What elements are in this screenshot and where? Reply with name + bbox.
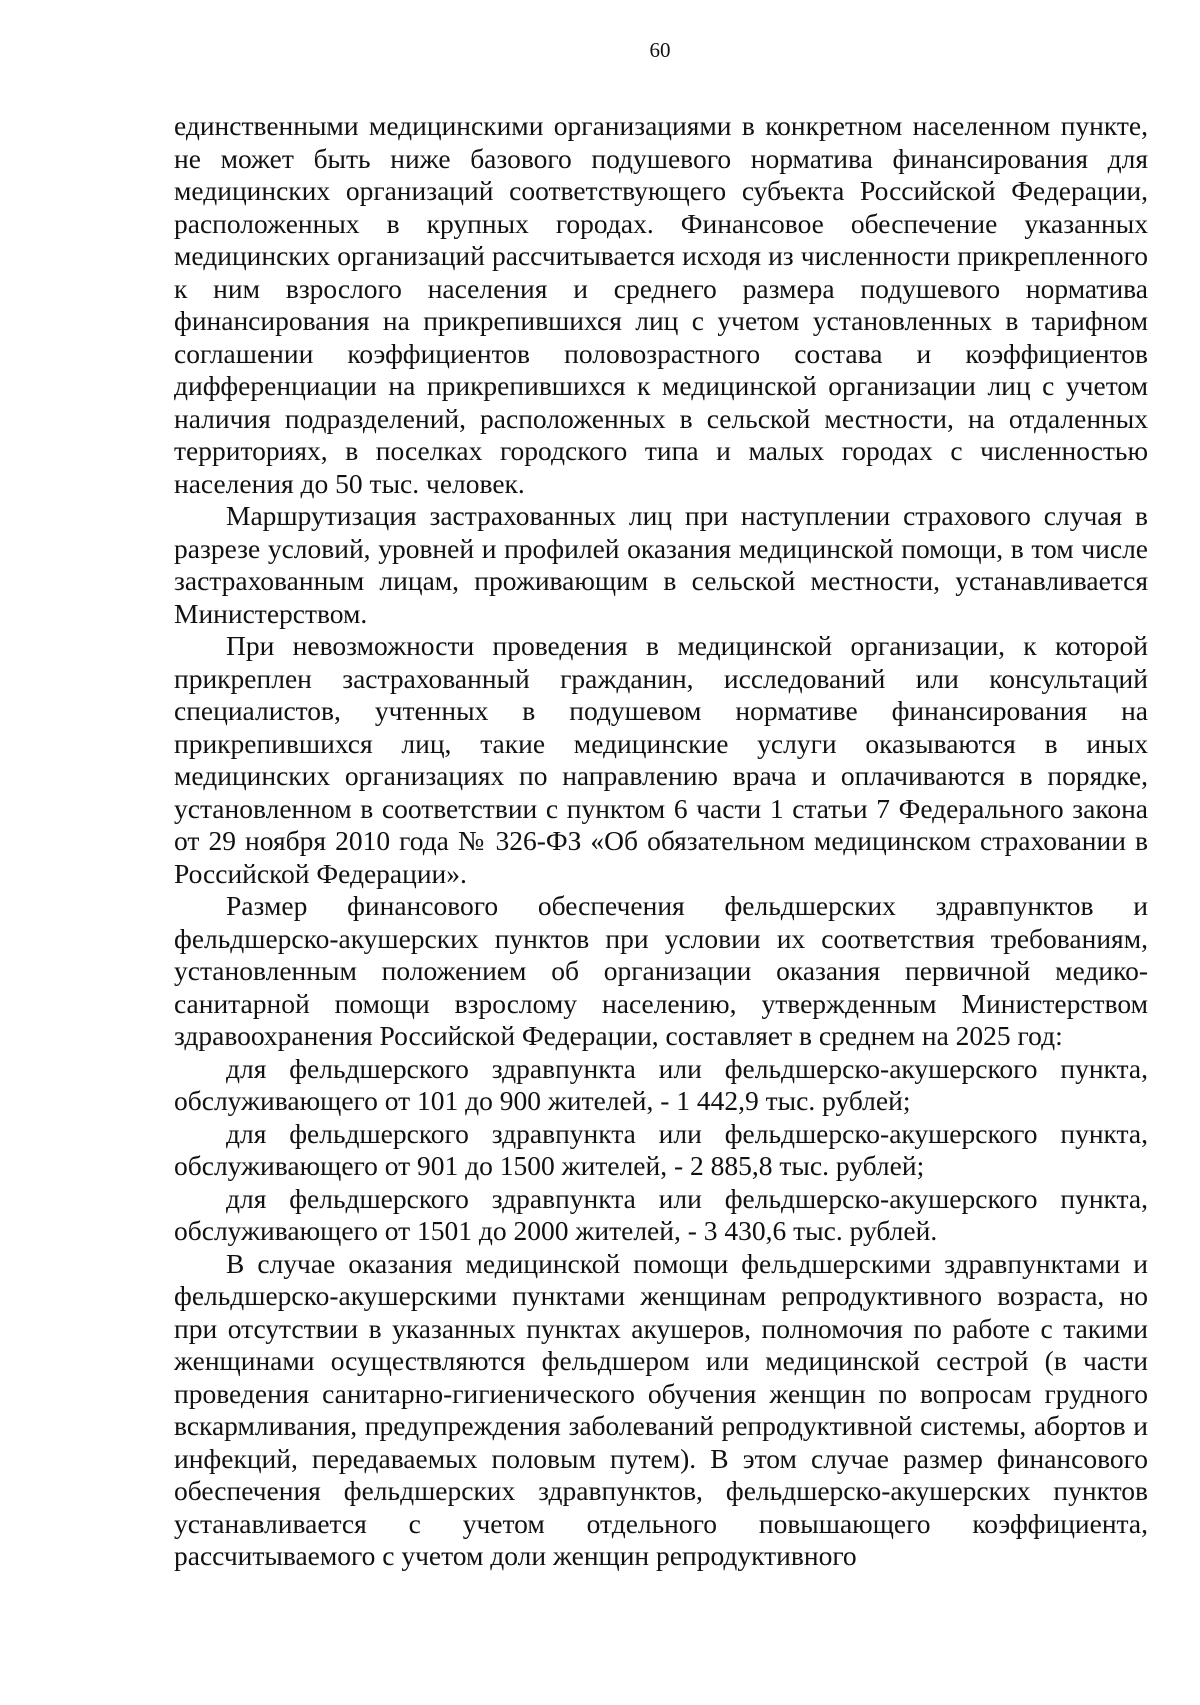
paragraph: При невозможности проведения в медицинской организации, к которой прикреплен застрахованный гражданин, исследований или консультаций специалистов, учтенных в подушевом нормативе финансирования на прикрепившихся лиц, такие медицинские услуги оказываются в иных медицинских организациях по направлению врача и оплачиваются в порядке, установленном в соответствии с пунктом 6 части 1 статьи 7 Федерального закона от 29 ноября 2010 года № 326-ФЗ «Об обязательном медицинском страховании в Российской Федерации».: [174, 630, 1148, 889]
document-body: [174, 110, 1148, 1573]
paragraph: Размер финансового обеспечения фельдшерских здравпунктов и фельдшерско-акушерских пунктов при условии их соответствия требованиям, установленным положением об организации оказания первичной медико-санитарной помощи взрослому населению, утвержденным Министерством здравоохранения Российской Федерации, составляет в среднем на 2025 год:: [174, 890, 1148, 1051]
paragraph: В случае оказания медицинской помощи фельдшерскими здравпунктами и фельдшерско-акушерскими пунктами женщинам репродуктивного возраста, но при отсутствии в указанных пунктах акушеров, полномочия по работе с такими женщинами осуществляются фельдшером или медицинской сестрой (в части проведения санитарно-гигиенического обучения женщин по вопросам грудного вскармливания, предупреждения заболеваний репродуктивной системы, абортов и инфекций, передаваемых половым путем). В этом случае размер финансового обеспечения фельдшерских здравпунктов, фельдшерско-акушерских пунктов устанавливается с учетом отдельного повышающего коэффициента, рассчитываемого с учетом доли женщин репродуктивного: [174, 1247, 1148, 1571]
list-item: для фельдшерского здравпункта или фельдшерско-акушерского пункта, обслуживающего от 1501 до 2000 жителей, - 3 430,6 тыс. рублей.: [174, 1182, 1148, 1246]
paragraph: единственными медицинскими организациями в конкретном населенном пункте, не может быть ниже базового подушевого норматива финансирования для медицинских организаций соответствующего субъекта Российской Федерации, расположенных в крупных городах. Финансовое обеспечение указанных медицинских организаций рассчитывается исходя из численности прикрепленного к ним взрослого населения и среднего размера подушевого норматива финансирования на прикрепившихся лиц с учетом установленных в тарифном соглашении коэффициентов половозрастного состава и коэффициентов дифференциации на прикрепившихся к медицинской организации лиц с учетом наличия подразделений, расположенных в сельской местности, на отдаленных территориях, в поселках городского типа и малых городах с численностью населения до 50 тыс. человек.: [174, 110, 1148, 499]
paragraph: Маршрутизация застрахованных лиц при наступлении страхового случая в разрезе условий, уровней и профилей оказания медицинской помощи, в том числе застрахованным лицам, проживающим в сельской местности, устанавливается Министерством.: [174, 500, 1148, 629]
page-number: 60: [649, 38, 671, 62]
list-item: для фельдшерского здравпункта или фельдшерско-акушерского пункта, обслуживающего от 101 до 900 жителей, - 1 442,9 тыс. рублей;: [174, 1052, 1148, 1116]
list-item: для фельдшерского здравпункта или фельдшерско-акушерского пункта, обслуживающего от 901 до 1500 жителей, - 2 885,8 тыс. рублей;: [174, 1117, 1148, 1181]
